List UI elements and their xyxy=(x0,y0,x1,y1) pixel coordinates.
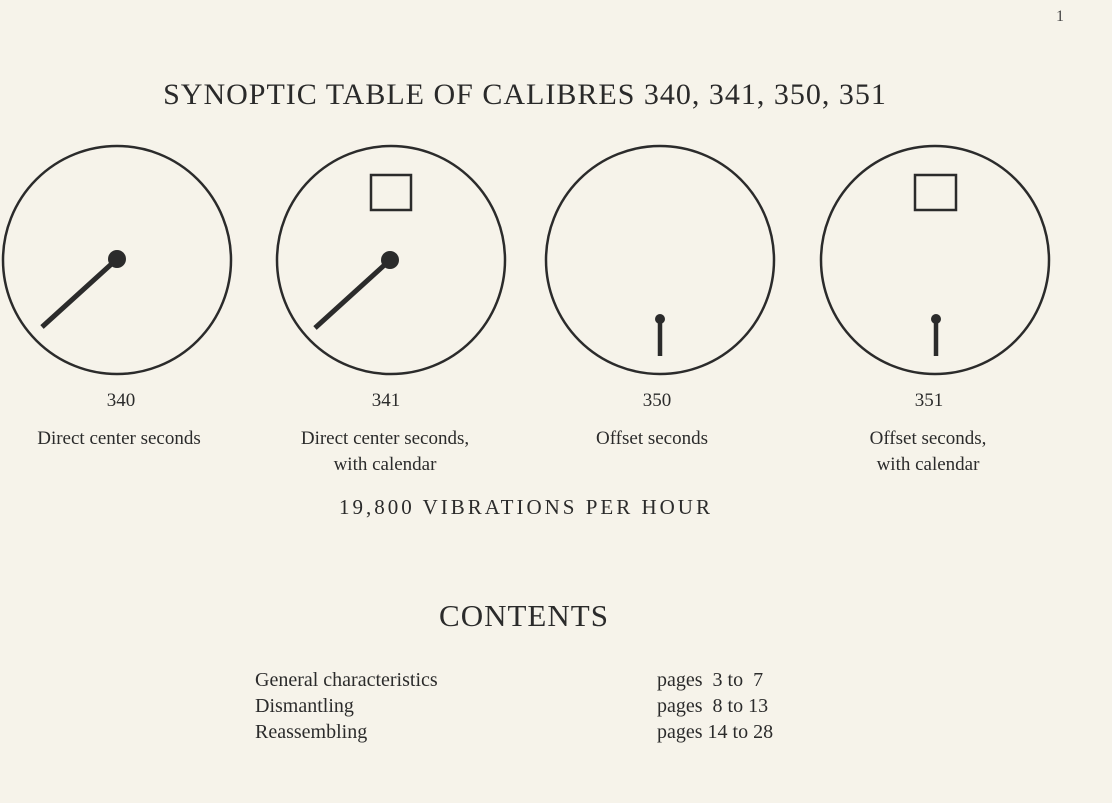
calibre-number-340: 340 xyxy=(106,390,136,411)
contents-item-label: General characteristics xyxy=(255,669,438,691)
contents-page-range: pages 8 to 13 xyxy=(657,695,769,717)
hand-pivot xyxy=(655,314,665,324)
seconds-hand xyxy=(42,259,117,327)
contents-entry xyxy=(255,721,815,747)
dial-340 xyxy=(0,142,236,378)
contents-entry xyxy=(255,695,815,721)
calibre-description-340 xyxy=(0,426,249,452)
page-number: 1 xyxy=(1056,8,1064,25)
dial-350 xyxy=(543,142,779,378)
description-line: Offset seconds xyxy=(595,428,709,449)
contents-page-range: pages 14 to 28 xyxy=(657,721,774,743)
calendar-window xyxy=(371,175,411,210)
calibre-description-351 xyxy=(798,426,1058,478)
contents-item-label: Dismantling xyxy=(255,695,354,717)
description-line: Offset seconds, xyxy=(869,428,987,449)
hand-pivot xyxy=(931,314,941,324)
calibre-number-351: 351 xyxy=(914,390,944,411)
calibre-description-350 xyxy=(522,426,782,452)
calendar-window xyxy=(915,175,956,210)
description-line: with calendar xyxy=(876,454,980,475)
page-title: SYNOPTIC TABLE OF CALIBRES 340, 341, 350, 351 xyxy=(163,78,887,111)
description-line: Direct center seconds, xyxy=(300,428,470,449)
seconds-hand xyxy=(315,260,390,328)
dial-351 xyxy=(818,142,1054,378)
calibre-number-341: 341 xyxy=(371,390,401,411)
hand-pivot xyxy=(108,250,126,268)
dial-341 xyxy=(274,142,510,378)
contents-item-label: Reassembling xyxy=(255,721,368,743)
description-line: with calendar xyxy=(333,454,437,475)
frequency-text: 19,800 VIBRATIONS PER HOUR xyxy=(339,495,713,519)
description-line: Direct center seconds xyxy=(37,428,201,449)
contents-heading: CONTENTS xyxy=(439,598,609,633)
contents-page-range: pages 3 to 7 xyxy=(657,669,764,691)
calibre-description-341 xyxy=(255,426,515,478)
contents-entry xyxy=(255,669,815,695)
hand-pivot xyxy=(381,251,399,269)
calibre-number-350: 350 xyxy=(642,390,672,411)
